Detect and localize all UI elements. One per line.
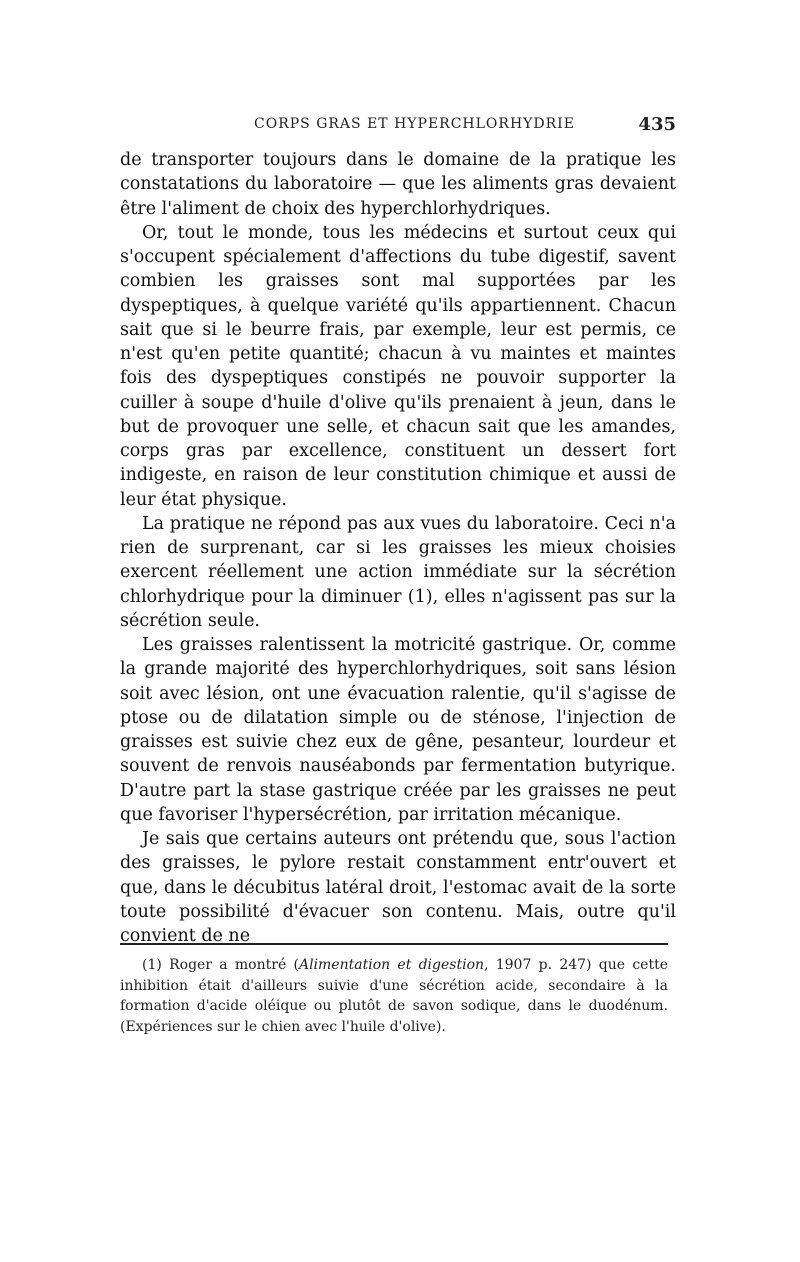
page-number: 435 bbox=[638, 114, 676, 135]
body-text bbox=[120, 148, 676, 948]
paragraph-practice-vs-laboratory: La pratique ne répond pas aux vues du laboratoire. Ceci n'a rien de surprenant, car si les graisses les mieux choisies exercent réellement une action immédiate sur la sécrétion chlorhydrique pour la diminuer (1), elles n'agissent pas sur la sécrétion seule. bbox=[120, 513, 676, 631]
footnote-rest: , 1907 p. 247) que cette inhibition était d'ailleurs suivie d'une sécrétion acide, secondaire à la formation d'acide oléique ou plutôt de savon sodique, dans le duodénum. (Expériences sur le chien avec l'huile d'olive). bbox=[120, 957, 668, 1035]
paragraph-pylorus: Je sais que certains auteurs ont prétendu que, sous l'action des graisses, le pylore restait constamment entr'ouvert et que, dans le décubitus latéral droit, l'estomac avait de la sorte toute possibilité d'évacuer son contenu. Mais, outre qu'il convient de ne bbox=[120, 829, 676, 946]
footnote-cited-title: Alimentation et digestion bbox=[298, 957, 485, 973]
paragraph-fats-poorly-tolerated: Or, tout le monde, tous les médecins et surtout ceux qui s'occupent spécialement d'affections du tube digestif, savent combien les graisses sont mal supportées par les dyspeptiques, à quelque variété qu'ils appartiennent. Chacun sait que si le beurre frais, par exemple, leur est permis, ce n'est qu'en petite quantité; chacun à vu maintes et maintes fois des dyspeptiques constipés ne pouvoir supporter la cuiller à soupe d'huile d'olive qu'ils prenaient à jeun, dans le but de provoquer une selle, et chacun sait que les amandes, corps gras par excellence, constituent un dessert fort indigeste, en raison de leur constitution chimique et aussi de leur état physique. bbox=[120, 222, 676, 510]
footnote-lead: (1) Roger a montré ( bbox=[142, 957, 299, 973]
running-head: CORPS GRAS ET HYPERCHLORHYDRIE bbox=[254, 116, 575, 132]
paragraph-continuation: de transporter toujours dans le domaine de la pratique les constatations du laboratoire — que les aliments gras devaient être l'aliment de choix des hyperchlorhydriques. bbox=[120, 150, 676, 219]
footnote-text bbox=[120, 955, 668, 1037]
footnote bbox=[120, 955, 668, 1037]
page-header bbox=[120, 114, 676, 144]
footnote-rule bbox=[120, 943, 668, 945]
paragraph-gastric-motility: Les graisses ralentissent la motricité gastrique. Or, comme la grande majorité des hyperchlorhydriques, soit sans lésion soit avec lésion, ont une évacuation ralentie, qu'il s'agisse de ptose ou de dilatation simple ou de sténose, l'injection de graisses est suivie chez eux de gêne, pesanteur, lourdeur et souvent de renvois nauséabonds par fermentation butyrique. D'autre part la stase gastrique créée par les graisses ne peut que favoriser l'hypersécrétion, par irritation mécanique. bbox=[120, 635, 676, 825]
